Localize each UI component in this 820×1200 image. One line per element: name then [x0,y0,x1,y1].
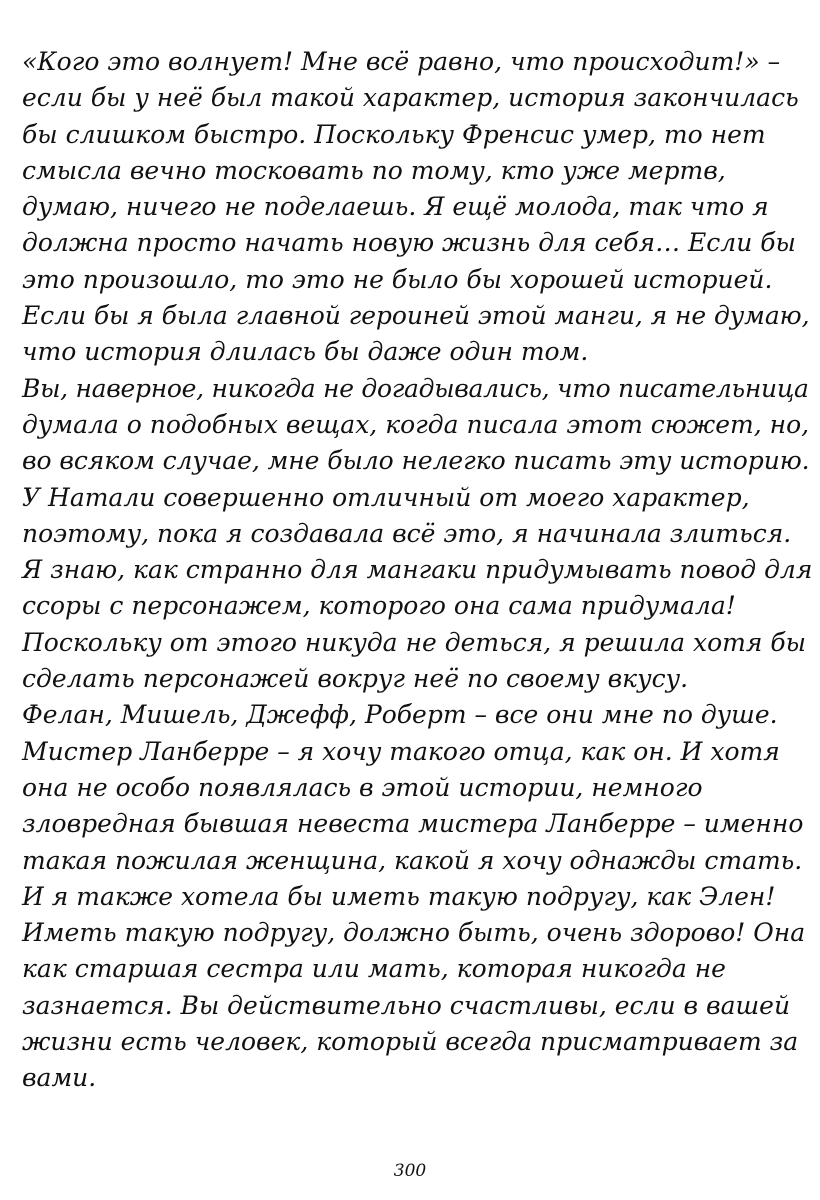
text-line: поэтому, пока я создавала всё это, я начинала злиться. [22,518,792,548]
page-number: 300 [393,1161,427,1181]
body-text [22,44,812,1097]
text-line: смысла вечно тосковать по тому, кто уже мертв, [22,155,726,185]
text-line: Если бы я была главной героиней этой манги, я не думаю, [22,301,810,331]
text-line: Я знаю, как странно для мангаки придумывать повод для [22,555,813,585]
text-line: как старшая сестра или мать, которая никогда не [22,954,726,984]
text-line: она не особо появлялась в этой истории, немного [22,772,703,802]
text-line: зловредная бывшая невеста мистера Ланберре – именно [22,809,804,839]
text-line: вами. [22,1063,97,1093]
text-line: жизни есть человек, который всегда присматривает за [22,1027,799,1057]
text-line: думала о подобных вещах, когда писала этот сюжет, но, [22,409,810,439]
text-line: сделать персонажей вокруг неё по своему вкусу. [22,664,689,694]
text-line: Фелан, Мишель, Джефф, Роберт – все они мне по душе. [22,700,778,730]
text-line: такая пожилая женщина, какой я хочу однажды стать. [22,845,803,875]
text-line: Поскольку от этого никуда не деться, я решила хотя бы [22,627,806,657]
text-line: У Натали совершенно отличный от моего характер, [22,482,750,512]
text-line: Вы, наверное, никогда не догадывались, что писательница [22,373,809,403]
text-line: думаю, ничего не поделаешь. Я ещё молода, так что я [22,192,769,222]
text-line: должна просто начать новую жизнь для себя… Если бы [22,228,796,258]
text-line: зазнается. Вы действительно счастливы, если в вашей [22,990,791,1020]
text-line: бы слишком быстро. Поскольку Френсис умер, то нет [22,119,766,149]
text-line: Иметь такую подругу, должно быть, очень здорово! Она [22,918,806,948]
text-line: ссоры с персонажем, которого она сама придумала! [22,591,736,621]
text-line: И я также хотела бы иметь такую подругу, как Элен! [22,881,776,911]
text-line: Мистер Ланберре – я хочу такого отца, как он. И хотя [22,736,780,766]
text-line: что история длилась бы даже один том. [22,337,589,367]
text-line: «Кого это волнует! Мне всё равно, что происходит!» – [22,47,781,76]
text-line: это произошло, то это не было бы хорошей историей. [22,264,773,294]
text-line: если бы у неё был такой характер, история закончилась [22,83,799,113]
text-line: во всяком случае, мне было нелегко писать эту историю. [22,446,810,476]
